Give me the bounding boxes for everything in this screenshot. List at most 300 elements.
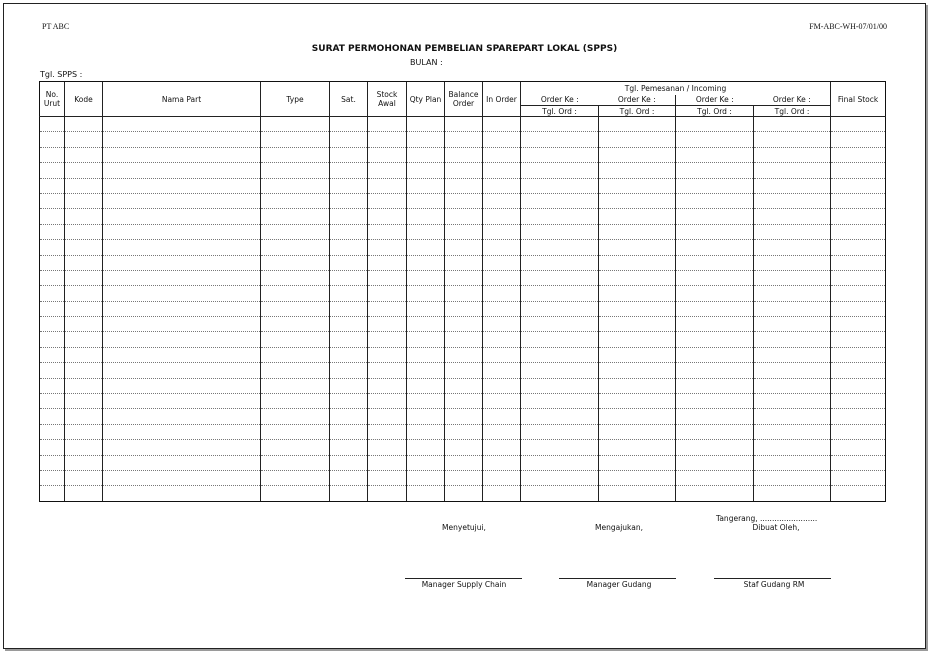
table-cell[interactable] bbox=[103, 255, 261, 270]
table-cell[interactable] bbox=[483, 378, 521, 393]
table-cell[interactable] bbox=[599, 286, 676, 301]
table-cell[interactable] bbox=[368, 270, 407, 285]
table-cell[interactable] bbox=[330, 147, 368, 162]
table-cell[interactable] bbox=[676, 193, 754, 208]
table-cell[interactable] bbox=[676, 332, 754, 347]
table-cell[interactable] bbox=[754, 178, 831, 193]
table-cell[interactable] bbox=[831, 224, 886, 239]
table-cell[interactable] bbox=[103, 394, 261, 409]
table-cell[interactable] bbox=[407, 332, 445, 347]
table-cell[interactable] bbox=[368, 378, 407, 393]
table-cell[interactable] bbox=[599, 270, 676, 285]
table-cell[interactable] bbox=[483, 147, 521, 162]
table-cell[interactable] bbox=[65, 147, 103, 162]
table-cell[interactable] bbox=[754, 193, 831, 208]
table-cell[interactable] bbox=[65, 117, 103, 132]
table-cell[interactable] bbox=[330, 455, 368, 470]
table-cell[interactable] bbox=[407, 424, 445, 439]
table-cell[interactable] bbox=[330, 163, 368, 178]
table-cell[interactable] bbox=[103, 224, 261, 239]
table-cell[interactable] bbox=[103, 347, 261, 362]
table-cell[interactable] bbox=[65, 424, 103, 439]
table-cell[interactable] bbox=[65, 209, 103, 224]
table-cell[interactable] bbox=[521, 147, 599, 162]
table-cell[interactable] bbox=[261, 470, 330, 485]
table-cell[interactable] bbox=[40, 363, 65, 378]
table-cell[interactable] bbox=[754, 301, 831, 316]
table-cell[interactable] bbox=[65, 347, 103, 362]
table-cell[interactable] bbox=[368, 132, 407, 147]
table-cell[interactable] bbox=[521, 424, 599, 439]
table-cell[interactable] bbox=[483, 270, 521, 285]
table-cell[interactable] bbox=[754, 378, 831, 393]
table-cell[interactable] bbox=[676, 286, 754, 301]
table-cell[interactable] bbox=[368, 178, 407, 193]
table-cell[interactable] bbox=[445, 332, 483, 347]
table-cell[interactable] bbox=[407, 486, 445, 501]
table-cell[interactable] bbox=[103, 117, 261, 132]
table-cell[interactable] bbox=[483, 255, 521, 270]
table-cell[interactable] bbox=[65, 394, 103, 409]
table-cell[interactable] bbox=[330, 117, 368, 132]
table-cell[interactable] bbox=[40, 255, 65, 270]
table-cell[interactable] bbox=[599, 332, 676, 347]
table-cell[interactable] bbox=[483, 347, 521, 362]
table-cell[interactable] bbox=[521, 255, 599, 270]
table-cell[interactable] bbox=[261, 209, 330, 224]
table-cell[interactable] bbox=[103, 240, 261, 255]
table-cell[interactable] bbox=[676, 132, 754, 147]
table-cell[interactable] bbox=[103, 424, 261, 439]
table-cell[interactable] bbox=[676, 270, 754, 285]
table-cell[interactable] bbox=[483, 486, 521, 501]
table-cell[interactable] bbox=[330, 270, 368, 285]
table-cell[interactable] bbox=[261, 363, 330, 378]
table-cell[interactable] bbox=[407, 163, 445, 178]
table-cell[interactable] bbox=[407, 193, 445, 208]
table-cell[interactable] bbox=[676, 224, 754, 239]
table-cell[interactable] bbox=[261, 240, 330, 255]
table-cell[interactable] bbox=[261, 409, 330, 424]
table-cell[interactable] bbox=[407, 363, 445, 378]
table-cell[interactable] bbox=[521, 409, 599, 424]
table-cell[interactable] bbox=[330, 240, 368, 255]
table-cell[interactable] bbox=[754, 409, 831, 424]
table-cell[interactable] bbox=[599, 240, 676, 255]
table-cell[interactable] bbox=[599, 132, 676, 147]
table-cell[interactable] bbox=[831, 132, 886, 147]
table-cell[interactable] bbox=[676, 455, 754, 470]
table-cell[interactable] bbox=[599, 193, 676, 208]
table-cell[interactable] bbox=[330, 255, 368, 270]
table-cell[interactable] bbox=[65, 193, 103, 208]
table-cell[interactable] bbox=[754, 470, 831, 485]
table-cell[interactable] bbox=[65, 363, 103, 378]
table-cell[interactable] bbox=[407, 270, 445, 285]
table-cell[interactable] bbox=[483, 363, 521, 378]
table-cell[interactable] bbox=[831, 240, 886, 255]
table-cell[interactable] bbox=[65, 301, 103, 316]
table-cell[interactable] bbox=[521, 178, 599, 193]
table-cell[interactable] bbox=[445, 286, 483, 301]
table-cell[interactable] bbox=[368, 470, 407, 485]
table-cell[interactable] bbox=[103, 486, 261, 501]
table-cell[interactable] bbox=[521, 440, 599, 455]
table-cell[interactable] bbox=[831, 301, 886, 316]
table-cell[interactable] bbox=[521, 270, 599, 285]
table-cell[interactable] bbox=[521, 378, 599, 393]
table-cell[interactable] bbox=[407, 394, 445, 409]
table-cell[interactable] bbox=[445, 193, 483, 208]
table-cell[interactable] bbox=[521, 347, 599, 362]
table-cell[interactable] bbox=[65, 440, 103, 455]
table-cell[interactable] bbox=[368, 332, 407, 347]
table-cell[interactable] bbox=[40, 147, 65, 162]
table-cell[interactable] bbox=[103, 270, 261, 285]
table-cell[interactable] bbox=[676, 363, 754, 378]
table-cell[interactable] bbox=[368, 224, 407, 239]
table-cell[interactable] bbox=[368, 240, 407, 255]
table-cell[interactable] bbox=[599, 455, 676, 470]
table-cell[interactable] bbox=[445, 132, 483, 147]
table-cell[interactable] bbox=[368, 409, 407, 424]
table-cell[interactable] bbox=[521, 455, 599, 470]
table-cell[interactable] bbox=[754, 332, 831, 347]
table-cell[interactable] bbox=[40, 317, 65, 332]
table-cell[interactable] bbox=[445, 424, 483, 439]
table-cell[interactable] bbox=[599, 347, 676, 362]
table-cell[interactable] bbox=[521, 394, 599, 409]
table-cell[interactable] bbox=[330, 224, 368, 239]
table-cell[interactable] bbox=[103, 286, 261, 301]
table-cell[interactable] bbox=[261, 455, 330, 470]
table-cell[interactable] bbox=[483, 240, 521, 255]
table-cell[interactable] bbox=[65, 240, 103, 255]
table-cell[interactable] bbox=[368, 455, 407, 470]
table-cell[interactable] bbox=[483, 209, 521, 224]
table-cell[interactable] bbox=[831, 270, 886, 285]
table-cell[interactable] bbox=[407, 301, 445, 316]
table-cell[interactable] bbox=[483, 440, 521, 455]
table-cell[interactable] bbox=[103, 455, 261, 470]
table-cell[interactable] bbox=[483, 470, 521, 485]
table-cell[interactable] bbox=[40, 117, 65, 132]
table-cell[interactable] bbox=[407, 132, 445, 147]
table-cell[interactable] bbox=[261, 163, 330, 178]
table-cell[interactable] bbox=[368, 117, 407, 132]
table-cell[interactable] bbox=[521, 209, 599, 224]
table-cell[interactable] bbox=[40, 270, 65, 285]
table-cell[interactable] bbox=[368, 193, 407, 208]
table-cell[interactable] bbox=[330, 332, 368, 347]
table-cell[interactable] bbox=[261, 147, 330, 162]
table-cell[interactable] bbox=[831, 455, 886, 470]
table-cell[interactable] bbox=[599, 147, 676, 162]
table-cell[interactable] bbox=[261, 347, 330, 362]
table-cell[interactable] bbox=[407, 378, 445, 393]
table-cell[interactable] bbox=[368, 440, 407, 455]
table-cell[interactable] bbox=[521, 317, 599, 332]
table-cell[interactable] bbox=[445, 117, 483, 132]
table-cell[interactable] bbox=[407, 117, 445, 132]
table-cell[interactable] bbox=[407, 409, 445, 424]
table-cell[interactable] bbox=[483, 332, 521, 347]
table-cell[interactable] bbox=[599, 163, 676, 178]
table-cell[interactable] bbox=[261, 224, 330, 239]
table-cell[interactable] bbox=[40, 409, 65, 424]
table-cell[interactable] bbox=[445, 486, 483, 501]
table-cell[interactable] bbox=[483, 224, 521, 239]
table-cell[interactable] bbox=[676, 347, 754, 362]
table-cell[interactable] bbox=[754, 209, 831, 224]
table-cell[interactable] bbox=[330, 440, 368, 455]
table-cell[interactable] bbox=[599, 363, 676, 378]
table-cell[interactable] bbox=[676, 317, 754, 332]
table-cell[interactable] bbox=[483, 286, 521, 301]
table-cell[interactable] bbox=[754, 394, 831, 409]
table-cell[interactable] bbox=[521, 240, 599, 255]
table-cell[interactable] bbox=[103, 163, 261, 178]
table-cell[interactable] bbox=[445, 178, 483, 193]
table-cell[interactable] bbox=[40, 486, 65, 501]
table-cell[interactable] bbox=[407, 440, 445, 455]
table-cell[interactable] bbox=[483, 193, 521, 208]
table-cell[interactable] bbox=[330, 394, 368, 409]
table-cell[interactable] bbox=[483, 132, 521, 147]
table-cell[interactable] bbox=[599, 301, 676, 316]
table-cell[interactable] bbox=[754, 440, 831, 455]
table-cell[interactable] bbox=[831, 286, 886, 301]
table-cell[interactable] bbox=[65, 270, 103, 285]
table-cell[interactable] bbox=[368, 163, 407, 178]
table-cell[interactable] bbox=[599, 117, 676, 132]
table-cell[interactable] bbox=[676, 147, 754, 162]
table-cell[interactable] bbox=[445, 224, 483, 239]
table-cell[interactable] bbox=[831, 424, 886, 439]
table-cell[interactable] bbox=[407, 470, 445, 485]
table-cell[interactable] bbox=[483, 409, 521, 424]
table-cell[interactable] bbox=[831, 209, 886, 224]
table-cell[interactable] bbox=[330, 363, 368, 378]
table-cell[interactable] bbox=[599, 424, 676, 439]
table-cell[interactable] bbox=[599, 470, 676, 485]
table-cell[interactable] bbox=[368, 363, 407, 378]
table-cell[interactable] bbox=[261, 117, 330, 132]
table-cell[interactable] bbox=[521, 117, 599, 132]
table-cell[interactable] bbox=[40, 455, 65, 470]
table-cell[interactable] bbox=[599, 209, 676, 224]
table-cell[interactable] bbox=[368, 255, 407, 270]
table-cell[interactable] bbox=[754, 363, 831, 378]
table-cell[interactable] bbox=[599, 409, 676, 424]
table-cell[interactable] bbox=[483, 117, 521, 132]
table-cell[interactable] bbox=[40, 193, 65, 208]
table-cell[interactable] bbox=[65, 286, 103, 301]
table-cell[interactable] bbox=[65, 378, 103, 393]
table-cell[interactable] bbox=[676, 240, 754, 255]
table-cell[interactable] bbox=[40, 394, 65, 409]
table-cell[interactable] bbox=[407, 147, 445, 162]
table-cell[interactable] bbox=[330, 209, 368, 224]
table-cell[interactable] bbox=[676, 255, 754, 270]
table-cell[interactable] bbox=[40, 424, 65, 439]
table-cell[interactable] bbox=[65, 317, 103, 332]
table-cell[interactable] bbox=[521, 332, 599, 347]
table-cell[interactable] bbox=[65, 163, 103, 178]
table-cell[interactable] bbox=[445, 409, 483, 424]
table-cell[interactable] bbox=[103, 147, 261, 162]
table-cell[interactable] bbox=[599, 317, 676, 332]
table-cell[interactable] bbox=[65, 255, 103, 270]
table-cell[interactable] bbox=[40, 224, 65, 239]
table-cell[interactable] bbox=[445, 378, 483, 393]
table-cell[interactable] bbox=[483, 317, 521, 332]
table-cell[interactable] bbox=[445, 470, 483, 485]
table-cell[interactable] bbox=[831, 193, 886, 208]
table-cell[interactable] bbox=[65, 470, 103, 485]
table-cell[interactable] bbox=[831, 394, 886, 409]
table-cell[interactable] bbox=[754, 117, 831, 132]
table-cell[interactable] bbox=[483, 163, 521, 178]
table-cell[interactable] bbox=[599, 394, 676, 409]
table-cell[interactable] bbox=[330, 470, 368, 485]
table-cell[interactable] bbox=[676, 409, 754, 424]
table-cell[interactable] bbox=[368, 486, 407, 501]
table-cell[interactable] bbox=[831, 347, 886, 362]
table-cell[interactable] bbox=[599, 255, 676, 270]
table-cell[interactable] bbox=[599, 224, 676, 239]
table-cell[interactable] bbox=[40, 332, 65, 347]
table-cell[interactable] bbox=[676, 178, 754, 193]
table-cell[interactable] bbox=[103, 178, 261, 193]
table-cell[interactable] bbox=[676, 209, 754, 224]
table-cell[interactable] bbox=[483, 301, 521, 316]
table-cell[interactable] bbox=[521, 286, 599, 301]
table-cell[interactable] bbox=[831, 117, 886, 132]
table-cell[interactable] bbox=[676, 378, 754, 393]
table-cell[interactable] bbox=[445, 363, 483, 378]
table-cell[interactable] bbox=[599, 486, 676, 501]
table-cell[interactable] bbox=[40, 132, 65, 147]
table-cell[interactable] bbox=[445, 347, 483, 362]
table-cell[interactable] bbox=[40, 347, 65, 362]
table-cell[interactable] bbox=[754, 424, 831, 439]
table-cell[interactable] bbox=[261, 378, 330, 393]
table-cell[interactable] bbox=[261, 332, 330, 347]
table-cell[interactable] bbox=[407, 347, 445, 362]
table-cell[interactable] bbox=[103, 409, 261, 424]
table-cell[interactable] bbox=[261, 486, 330, 501]
table-cell[interactable] bbox=[521, 301, 599, 316]
table-cell[interactable] bbox=[521, 193, 599, 208]
table-cell[interactable] bbox=[261, 255, 330, 270]
table-cell[interactable] bbox=[521, 224, 599, 239]
table-cell[interactable] bbox=[831, 363, 886, 378]
table-cell[interactable] bbox=[676, 117, 754, 132]
table-cell[interactable] bbox=[368, 286, 407, 301]
table-cell[interactable] bbox=[103, 209, 261, 224]
table-cell[interactable] bbox=[521, 163, 599, 178]
table-cell[interactable] bbox=[445, 394, 483, 409]
table-cell[interactable] bbox=[754, 455, 831, 470]
table-cell[interactable] bbox=[483, 455, 521, 470]
table-cell[interactable] bbox=[65, 409, 103, 424]
table-cell[interactable] bbox=[676, 440, 754, 455]
table-cell[interactable] bbox=[831, 470, 886, 485]
table-cell[interactable] bbox=[754, 270, 831, 285]
table-cell[interactable] bbox=[831, 163, 886, 178]
table-cell[interactable] bbox=[831, 332, 886, 347]
table-cell[interactable] bbox=[103, 332, 261, 347]
table-cell[interactable] bbox=[261, 270, 330, 285]
table-cell[interactable] bbox=[831, 147, 886, 162]
table-cell[interactable] bbox=[407, 209, 445, 224]
table-cell[interactable] bbox=[103, 470, 261, 485]
table-cell[interactable] bbox=[445, 317, 483, 332]
table-cell[interactable] bbox=[330, 409, 368, 424]
table-cell[interactable] bbox=[368, 301, 407, 316]
table-cell[interactable] bbox=[754, 286, 831, 301]
table-cell[interactable] bbox=[368, 147, 407, 162]
table-cell[interactable] bbox=[368, 424, 407, 439]
table-cell[interactable] bbox=[330, 193, 368, 208]
table-cell[interactable] bbox=[103, 193, 261, 208]
table-cell[interactable] bbox=[521, 486, 599, 501]
table-cell[interactable] bbox=[754, 317, 831, 332]
table-cell[interactable] bbox=[261, 440, 330, 455]
table-cell[interactable] bbox=[676, 301, 754, 316]
table-cell[interactable] bbox=[330, 286, 368, 301]
table-cell[interactable] bbox=[261, 286, 330, 301]
table-cell[interactable] bbox=[483, 424, 521, 439]
table-cell[interactable] bbox=[40, 209, 65, 224]
table-cell[interactable] bbox=[445, 255, 483, 270]
table-cell[interactable] bbox=[445, 209, 483, 224]
table-cell[interactable] bbox=[368, 209, 407, 224]
table-cell[interactable] bbox=[445, 455, 483, 470]
table-cell[interactable] bbox=[40, 178, 65, 193]
table-cell[interactable] bbox=[754, 163, 831, 178]
table-cell[interactable] bbox=[754, 224, 831, 239]
table-cell[interactable] bbox=[521, 363, 599, 378]
table-cell[interactable] bbox=[103, 440, 261, 455]
table-cell[interactable] bbox=[676, 163, 754, 178]
table-cell[interactable] bbox=[330, 378, 368, 393]
table-cell[interactable] bbox=[445, 163, 483, 178]
table-cell[interactable] bbox=[754, 255, 831, 270]
table-cell[interactable] bbox=[754, 132, 831, 147]
table-cell[interactable] bbox=[831, 178, 886, 193]
table-cell[interactable] bbox=[599, 440, 676, 455]
table-cell[interactable] bbox=[330, 178, 368, 193]
table-cell[interactable] bbox=[445, 301, 483, 316]
table-cell[interactable] bbox=[754, 147, 831, 162]
table-cell[interactable] bbox=[754, 486, 831, 501]
table-cell[interactable] bbox=[330, 132, 368, 147]
table-cell[interactable] bbox=[330, 424, 368, 439]
table-cell[interactable] bbox=[40, 301, 65, 316]
table-cell[interactable] bbox=[599, 378, 676, 393]
table-cell[interactable] bbox=[103, 363, 261, 378]
table-cell[interactable] bbox=[65, 224, 103, 239]
table-cell[interactable] bbox=[40, 440, 65, 455]
table-cell[interactable] bbox=[103, 378, 261, 393]
table-cell[interactable] bbox=[754, 347, 831, 362]
table-cell[interactable] bbox=[407, 455, 445, 470]
table-cell[interactable] bbox=[330, 301, 368, 316]
table-cell[interactable] bbox=[368, 347, 407, 362]
table-cell[interactable] bbox=[676, 424, 754, 439]
